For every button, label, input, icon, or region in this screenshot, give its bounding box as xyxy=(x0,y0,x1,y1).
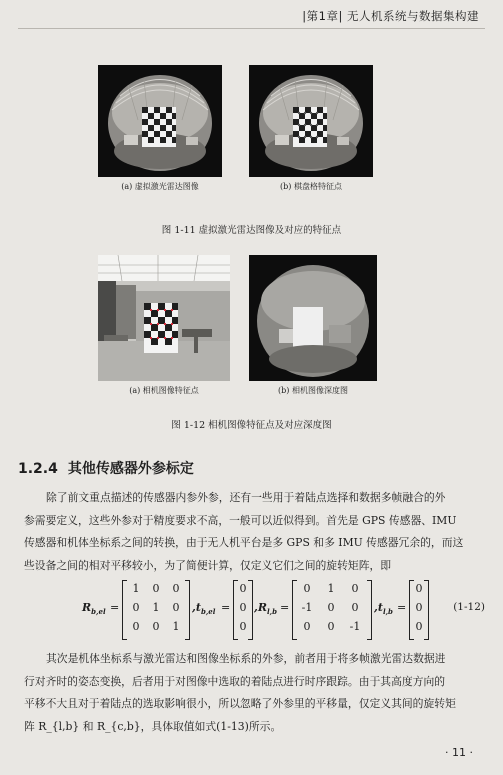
matrix-cell: 0 xyxy=(415,601,423,614)
matrix-cell: 1 xyxy=(132,582,140,595)
checkerboard-feature-image xyxy=(249,65,373,177)
matrix-cell: 0 xyxy=(351,582,359,595)
figure-1-12-a xyxy=(98,255,230,396)
symbol-R-b-el: $R_{b,el}$ xyxy=(82,601,106,617)
equals-sign: = xyxy=(397,601,407,614)
matrix-cell: 0 xyxy=(172,582,180,595)
matrix-cell: -1 xyxy=(301,601,313,614)
running-header: |第1章| 无人机系统与数据集构建 xyxy=(302,9,479,23)
equation-1-12 xyxy=(40,580,485,644)
figure-1-12-b-caption: (b) 相机图像深度图 xyxy=(278,386,348,395)
paragraph-2-line: 阵 R_{l,b} 和 R_{c,b}，具体取值如式(1-13)所示。 xyxy=(24,719,282,733)
vector-t-l-b xyxy=(409,580,429,640)
paragraph-1 xyxy=(24,487,484,577)
matrix-cell: 0 xyxy=(239,620,247,633)
paragraph-2-line: 行对齐时的姿态变换，后者用于对图像中选取的着陆点进行时序跟踪。由于其高度方向的 xyxy=(24,674,446,688)
matrix-cell: -1 xyxy=(349,620,361,633)
matrix-cell: 0 xyxy=(303,620,311,633)
matrix-R-l-b xyxy=(292,580,372,640)
page-number: · 11 · xyxy=(445,746,473,759)
header-rule xyxy=(18,28,485,29)
matrix-cell: 1 xyxy=(172,620,180,633)
equals-sign: = xyxy=(110,601,120,614)
paragraph-1-line: 传感器和机体坐标系之间的转换，由于无人机平台是多 GPS 和多 IMU 传感器冗余的，而这 xyxy=(24,536,464,549)
paragraph-1-line: 除了前文重点描述的传感器内参外参，还有一些用于着陆点选择和数据多帧融合的外 xyxy=(46,491,446,504)
equation-number: (1-12) xyxy=(453,601,485,613)
section-number: 1.2.4 xyxy=(18,461,58,477)
paragraph-1-line: 些设备之间的相对平移较小，为了简便计算，仅定义它们之间的旋转矩阵，即 xyxy=(24,558,392,572)
equals-sign: = xyxy=(221,601,231,614)
paragraph-1-line: 参需要定义，这些外参对于精度要求不高，一般可以近似得到。首先是 GPS 传感器、IMU xyxy=(24,513,457,527)
matrix-cell: 0 xyxy=(415,582,423,595)
matrix-cell: 0 xyxy=(415,620,423,633)
figure-1-11-caption: 图 1-11 虚拟激光雷达图像及对应的特征点 xyxy=(161,225,342,236)
matrix-cell: 0 xyxy=(239,601,247,614)
paragraph-2 xyxy=(24,648,484,738)
matrix-cell: 0 xyxy=(132,620,140,633)
matrix-cell: 0 xyxy=(239,582,247,595)
matrix-cell: 0 xyxy=(172,601,180,614)
equals-sign: = xyxy=(280,601,290,614)
matrix-cell: 1 xyxy=(327,582,335,595)
vector-t-b-el xyxy=(233,580,253,640)
paragraph-2-line: 其次是机体坐标系与激光雷达和图像坐标系的外参，前者用于将多帧激光雷达数据进 xyxy=(46,652,446,665)
figure-1-11-a-caption: (a) 虚拟激光雷达图像 xyxy=(121,182,199,191)
matrix-R-b-el xyxy=(122,580,190,640)
camera-feature-image xyxy=(98,255,230,381)
matrix-cell: 0 xyxy=(327,601,335,614)
figure-1-12-a-caption: (a) 相机图像特征点 xyxy=(129,386,199,395)
camera-depth-image xyxy=(249,255,377,381)
matrix-cell: 0 xyxy=(303,582,311,595)
matrix-cell: 0 xyxy=(351,601,359,614)
symbol-R-l-b: $,R_{l,b}$ xyxy=(254,601,277,617)
figure-1-12-caption: 图 1-12 相机图像特征点及对应深度图 xyxy=(171,420,332,431)
paragraph-2-line: 平移不大且对于着陆点的选取影响很小，所以忽略了外参里的平移量，仅定义其间的旋转矩 xyxy=(24,697,456,710)
matrix-cell: 0 xyxy=(327,620,335,633)
section-title: 其他传感器外参标定 xyxy=(67,461,194,477)
symbol-t-l-b: $,t_{l,b}$ xyxy=(374,601,393,617)
symbol-t-b-el: $,t_{b,el}$ xyxy=(192,601,216,617)
figure-1-11-b-caption: (b) 棋盘格特征点 xyxy=(280,182,342,191)
figure-1-12-b xyxy=(249,255,377,396)
section-heading xyxy=(18,458,194,478)
matrix-cell: 0 xyxy=(132,601,140,614)
matrix-cell: 1 xyxy=(152,601,160,614)
matrix-cell: 0 xyxy=(152,582,160,595)
figure-1-11-a xyxy=(98,65,222,192)
lidar-virtual-image xyxy=(98,65,222,177)
matrix-cell: 0 xyxy=(152,620,160,633)
figure-1-11-b xyxy=(249,65,373,192)
